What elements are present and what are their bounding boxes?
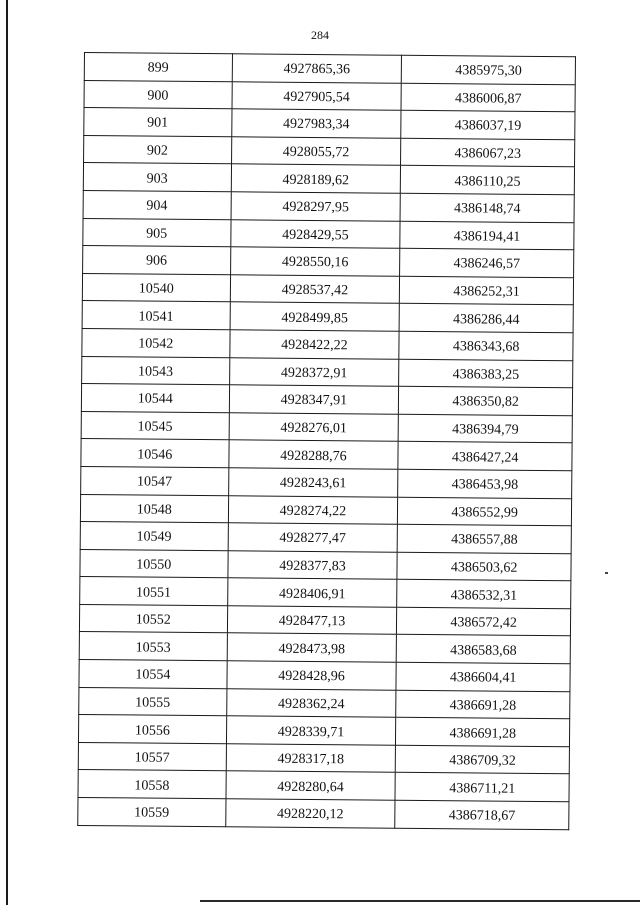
x-coordinate-cell — [228, 523, 398, 552]
y-coordinate-cell — [401, 138, 575, 167]
point-number-cell — [81, 466, 229, 495]
x-coordinate-cell-text: 4928477,13 — [278, 613, 346, 630]
point-number-cell — [82, 273, 230, 302]
point-number-cell — [81, 384, 229, 413]
point-number-cell-text: 10555 — [135, 695, 171, 711]
point-number-cell-text: 10547 — [136, 474, 173, 490]
point-number-cell-text: 10549 — [136, 529, 172, 546]
y-coordinate-cell-text: 4386383,25 — [452, 367, 520, 383]
point-number-cell — [82, 301, 230, 330]
point-number-cell — [80, 577, 228, 606]
x-coordinate-cell — [232, 81, 402, 110]
x-coordinate-cell-text: 4927865,36 — [283, 62, 351, 78]
point-number-cell — [80, 549, 228, 578]
y-coordinate-cell — [398, 469, 572, 498]
x-coordinate-cell — [230, 302, 400, 331]
x-coordinate-cell — [231, 164, 401, 193]
y-coordinate-cell — [402, 55, 576, 84]
y-coordinate-cell — [401, 166, 575, 195]
x-coordinate-cell-text: 4927905,54 — [283, 89, 350, 106]
y-coordinate-cell-text: 4386110,25 — [454, 173, 521, 190]
x-coordinate-cell — [229, 412, 399, 441]
y-coordinate-cell-text: 4386246,57 — [453, 256, 521, 273]
x-coordinate-cell-text: 4928243,61 — [279, 475, 347, 492]
point-number-cell — [83, 246, 231, 275]
table-row — [82, 301, 573, 333]
point-number-cell-text: 901 — [147, 116, 169, 132]
x-coordinate-cell — [231, 192, 401, 221]
point-number-cell-text: 10558 — [134, 778, 170, 794]
point-number-cell-text: 899 — [147, 60, 169, 77]
table-row — [78, 715, 569, 747]
point-number-cell — [79, 687, 227, 716]
x-coordinate-cell-text: 4928288,76 — [280, 448, 347, 464]
y-coordinate-cell-text: 4386252,31 — [453, 284, 520, 300]
point-number-cell-text: 10543 — [137, 364, 174, 380]
point-number-cell — [81, 439, 229, 468]
y-coordinate-cell — [400, 248, 574, 277]
y-coordinate-cell — [399, 304, 573, 333]
point-number-cell — [79, 632, 227, 661]
x-coordinate-cell — [229, 330, 399, 359]
y-coordinate-cell — [398, 497, 572, 526]
table-row — [83, 218, 574, 250]
y-coordinate-cell — [401, 83, 575, 112]
x-coordinate-cell — [230, 219, 400, 248]
table-row — [81, 384, 572, 416]
x-coordinate-cell-text: 4927983,34 — [283, 117, 350, 133]
point-number-cell — [79, 604, 227, 633]
y-coordinate-cell-text: 4385975,30 — [455, 63, 522, 80]
x-coordinate-cell-text: 4928550,16 — [281, 255, 349, 271]
x-coordinate-cell-text: 4928347,91 — [280, 393, 348, 409]
x-coordinate-cell — [228, 550, 398, 579]
point-number-cell-text: 10551 — [136, 585, 172, 601]
y-coordinate-cell — [397, 607, 571, 636]
table-row — [82, 273, 573, 305]
y-coordinate-cell-text: 4386711,21 — [449, 780, 516, 797]
y-coordinate-cell — [400, 193, 574, 222]
y-coordinate-cell — [396, 745, 570, 774]
x-coordinate-cell — [230, 247, 400, 276]
x-coordinate-cell-text: 4928189,62 — [282, 172, 350, 188]
table-row — [83, 190, 574, 222]
y-coordinate-cell-text: 4386148,74 — [453, 201, 521, 218]
x-coordinate-cell-text: 4928220,12 — [276, 807, 344, 823]
point-number-cell — [78, 742, 226, 771]
point-number-cell — [84, 108, 232, 137]
x-coordinate-cell — [227, 606, 397, 635]
x-coordinate-cell-text: 4928055,72 — [282, 144, 350, 161]
point-number-cell-text: 906 — [145, 254, 168, 270]
y-coordinate-cell — [397, 552, 571, 581]
point-number-cell-text: 900 — [147, 88, 169, 104]
table-row — [82, 356, 573, 388]
table-row — [78, 798, 569, 830]
x-coordinate-cell — [227, 578, 397, 607]
x-coordinate-cell — [228, 440, 398, 469]
y-coordinate-cell-text: 4386557,88 — [451, 532, 518, 549]
point-number-cell-text: 10553 — [135, 640, 171, 656]
table-row — [82, 328, 573, 360]
x-coordinate-cell-text: 4928372,91 — [280, 365, 348, 382]
y-coordinate-cell-text: 4386343,68 — [452, 339, 520, 356]
point-number-cell-text: 10548 — [136, 502, 172, 518]
y-coordinate-cell — [401, 110, 575, 139]
y-coordinate-cell — [399, 359, 573, 388]
y-coordinate-cell-text: 4386583,68 — [450, 642, 517, 659]
point-number-cell — [83, 218, 231, 247]
point-number-cell — [82, 328, 230, 357]
x-coordinate-cell — [226, 771, 396, 800]
point-number-cell — [83, 190, 231, 219]
y-coordinate-cell-text: 4386350,82 — [452, 394, 519, 411]
x-coordinate-cell-text: 4928339,71 — [277, 724, 345, 740]
table-row — [80, 494, 571, 526]
table-row — [79, 604, 570, 636]
x-coordinate-cell — [227, 633, 397, 662]
scan-edge-left — [6, 0, 8, 905]
point-number-cell — [80, 494, 228, 523]
point-number-cell-text: 10556 — [134, 723, 170, 739]
y-coordinate-cell — [396, 717, 570, 746]
point-number-cell-text: 903 — [146, 171, 168, 187]
x-coordinate-cell — [228, 495, 398, 524]
x-coordinate-cell — [229, 385, 399, 414]
point-number-cell — [83, 163, 231, 192]
point-number-cell — [78, 798, 226, 827]
x-coordinate-cell-text: 4928276,01 — [280, 420, 347, 437]
x-coordinate-cell-text: 4928362,24 — [277, 696, 345, 713]
coordinates-table — [77, 52, 576, 830]
y-coordinate-cell-text: 4386037,19 — [454, 118, 522, 135]
table-row — [80, 522, 571, 554]
y-coordinate-cell — [395, 800, 569, 829]
y-coordinate-cell-text: 4386709,32 — [449, 753, 516, 769]
scan-edge-bottom — [200, 900, 640, 902]
table-row — [80, 549, 571, 581]
y-coordinate-cell-text: 4386286,44 — [453, 311, 520, 328]
y-coordinate-cell-text: 4386604,41 — [449, 670, 517, 687]
table-row — [81, 466, 572, 498]
x-coordinate-cell-text: 4928429,55 — [282, 227, 349, 244]
y-coordinate-cell — [399, 331, 573, 360]
y-coordinate-cell — [400, 276, 574, 305]
x-coordinate-cell — [226, 716, 396, 745]
table-row — [84, 80, 575, 112]
x-coordinate-cell — [228, 468, 398, 497]
y-coordinate-cell — [396, 662, 570, 691]
y-coordinate-cell — [397, 580, 571, 609]
y-coordinate-cell-text: 4386532,31 — [450, 587, 518, 604]
y-coordinate-cell — [400, 221, 574, 250]
table-row — [81, 439, 572, 471]
y-coordinate-cell — [397, 524, 571, 553]
table-row — [83, 163, 574, 195]
point-number-cell-text: 10542 — [138, 336, 174, 353]
y-coordinate-cell-text: 4386006,87 — [454, 91, 522, 107]
y-coordinate-cell-text: 4386067,23 — [454, 146, 522, 162]
table-row — [80, 577, 571, 609]
x-coordinate-cell — [231, 109, 401, 138]
point-number-cell-text: 10557 — [134, 750, 170, 766]
x-coordinate-cell-text: 4928317,18 — [277, 751, 345, 768]
x-coordinate-cell — [227, 661, 397, 690]
point-number-cell-text: 902 — [146, 143, 168, 159]
coordinates-table-body — [78, 53, 576, 830]
point-number-cell — [82, 356, 230, 385]
y-coordinate-cell — [398, 442, 572, 471]
point-number-cell-text: 10545 — [137, 419, 173, 435]
y-coordinate-cell-text: 4386691,28 — [449, 698, 517, 714]
x-coordinate-cell-text: 4928422,22 — [281, 337, 348, 354]
point-number-cell-text: 904 — [146, 198, 168, 214]
y-coordinate-cell — [398, 414, 572, 443]
point-number-cell — [84, 80, 232, 109]
table-row — [84, 53, 575, 85]
point-number-cell — [80, 522, 228, 551]
x-coordinate-cell-text: 4928499,85 — [281, 310, 348, 326]
point-number-cell — [78, 715, 226, 744]
point-number-cell-text: 10552 — [135, 612, 171, 628]
point-number-cell-text: 10541 — [138, 309, 174, 325]
x-coordinate-cell — [225, 799, 395, 828]
table-row — [78, 742, 569, 774]
y-coordinate-cell-text: 4386427,24 — [451, 449, 519, 466]
y-coordinate-cell — [399, 386, 573, 415]
table-row — [84, 135, 575, 167]
x-coordinate-cell-text: 4928274,22 — [279, 503, 347, 520]
x-coordinate-cell — [231, 137, 401, 166]
x-coordinate-cell-text: 4928377,83 — [279, 558, 346, 575]
x-coordinate-cell-text: 4928297,95 — [282, 200, 349, 216]
point-number-cell-text: 10550 — [136, 557, 172, 573]
point-number-cell-text: 10554 — [135, 667, 171, 684]
point-number-cell-text: 905 — [146, 226, 168, 242]
y-coordinate-cell-text: 4386691,28 — [449, 725, 517, 742]
point-number-cell-text: 10544 — [137, 391, 173, 408]
x-coordinate-cell-text: 4928406,91 — [278, 586, 346, 602]
y-coordinate-cell — [396, 690, 570, 719]
y-coordinate-cell — [395, 773, 569, 802]
table-row — [79, 632, 570, 664]
scan-speck — [605, 572, 608, 574]
table-row — [78, 770, 569, 802]
y-coordinate-cell-text: 4386552,99 — [451, 505, 518, 521]
x-coordinate-cell-text: 4928428,96 — [278, 669, 345, 685]
x-coordinate-cell — [232, 54, 402, 83]
y-coordinate-cell-text: 4386194,41 — [453, 229, 521, 245]
point-number-cell — [78, 770, 226, 799]
y-coordinate-cell-text: 4386718,67 — [448, 808, 516, 825]
point-number-cell-text: 10546 — [137, 447, 173, 463]
point-number-cell-text: 10540 — [138, 281, 174, 297]
x-coordinate-cell — [226, 744, 396, 773]
point-number-cell — [79, 660, 227, 689]
point-number-cell — [81, 411, 229, 440]
x-coordinate-cell — [230, 275, 400, 304]
x-coordinate-cell-text: 4928280,64 — [277, 779, 344, 796]
y-coordinate-cell — [396, 635, 570, 664]
table-row — [84, 108, 575, 140]
point-number-cell-text: 10559 — [134, 805, 170, 822]
x-coordinate-cell — [226, 688, 396, 717]
table-row — [79, 687, 570, 719]
table-row — [79, 660, 570, 692]
x-coordinate-cell-text: 4928277,47 — [279, 531, 347, 547]
point-number-cell — [84, 135, 232, 164]
point-number-cell — [84, 53, 232, 82]
x-coordinate-cell-text: 4928537,42 — [281, 282, 349, 299]
x-coordinate-cell-text: 4928473,98 — [278, 641, 346, 658]
y-coordinate-cell-text: 4386394,79 — [452, 422, 519, 438]
y-coordinate-cell-text: 4386572,42 — [450, 615, 518, 631]
page-number: 284 — [311, 28, 329, 42]
table-row — [83, 246, 574, 278]
y-coordinate-cell-text: 4386453,98 — [451, 477, 519, 494]
table-row — [81, 411, 572, 443]
y-coordinate-cell-text: 4386503,62 — [450, 560, 518, 576]
x-coordinate-cell — [229, 357, 399, 386]
